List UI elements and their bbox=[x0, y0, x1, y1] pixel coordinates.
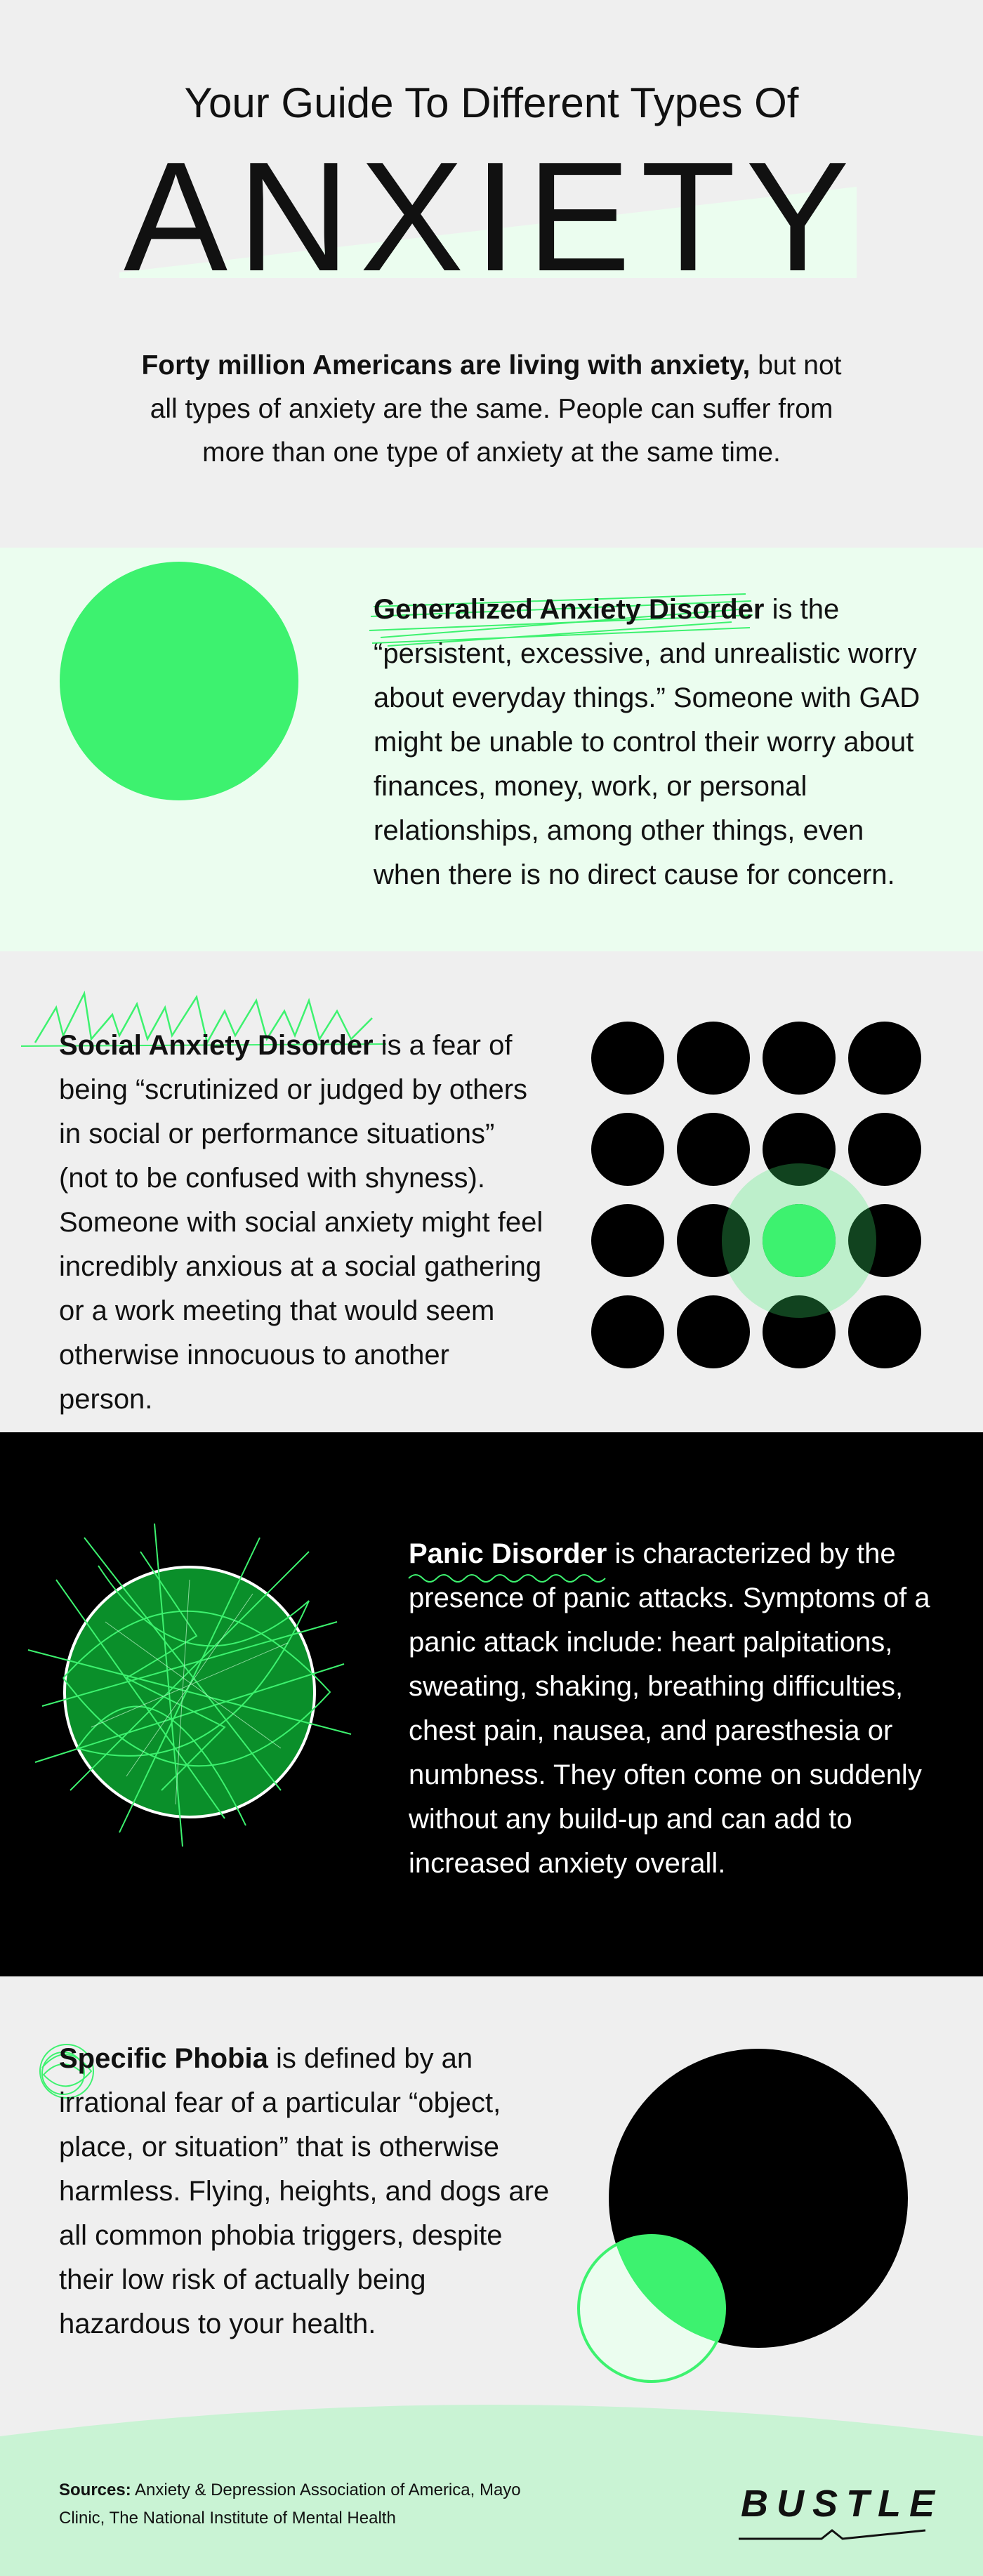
specific-phobia-text bbox=[59, 2037, 550, 2346]
specific-phobia-section bbox=[0, 1976, 983, 2440]
logo-underline bbox=[737, 2525, 927, 2546]
sources bbox=[59, 2476, 522, 2532]
panic-disorder-body: is characterized by the presence of panic attacks. Symptoms of a panic attack include: heart palpitations, sweating, shaking, breathing difficulties, chest pain, nausea, and paresthesia or numbness. They often come on suddenly without any build-up and can add to increased anxiety overall. bbox=[409, 1538, 930, 1879]
gad-term: Generalized Anxiety Disorder bbox=[374, 594, 765, 625]
intro-paragraph bbox=[133, 344, 850, 475]
dot-grid-illustration bbox=[576, 1018, 941, 1397]
panic-scribble-circle-illustration bbox=[14, 1495, 365, 1861]
intro-bold: Forty million Americans are living with anxiety, bbox=[141, 350, 751, 381]
panic-disorder-text bbox=[409, 1532, 942, 1886]
subtitle: Your Guide To Different Types Of bbox=[184, 79, 799, 126]
gad-circle-illustration bbox=[0, 548, 365, 951]
social-anxiety-term: Social Anxiety Disorder bbox=[59, 1030, 374, 1061]
gad-body: is the “persistent, excessive, and unrealistic worry about everyday things.” Someone with GAD might be unable to control their worry about finances, money, work, or personal relationships, among other things, even when there is no direct cause for concern. bbox=[374, 594, 921, 890]
social-anxiety-text bbox=[59, 1024, 550, 1422]
panic-disorder-section bbox=[0, 1432, 983, 1976]
gad-text bbox=[374, 588, 935, 897]
sources-text: Anxiety & Depression Association of America, Mayo Clinic, The National Institute of Mental Health bbox=[59, 2481, 521, 2528]
hero-title bbox=[112, 119, 871, 302]
sources-label: Sources: bbox=[59, 2481, 131, 2499]
specific-phobia-term: Specific Phobia bbox=[59, 2043, 268, 2074]
hero-word: ANXIETY bbox=[124, 130, 859, 304]
header-section bbox=[0, 0, 983, 548]
overlapping-circles-illustration bbox=[562, 2047, 934, 2440]
social-anxiety-section bbox=[0, 951, 983, 1432]
panic-disorder-term: Panic Disorder bbox=[409, 1538, 607, 1569]
intro-rest: but not all types of anxiety are the same. People can suffer from more than one type of anxiety at the same time. bbox=[150, 350, 842, 468]
social-anxiety-body: is a fear of being “scrutinized or judged by others in social or performance situations” (not to be confused with shyness). Someone with social anxiety might feel incredibly anxious at a social gathering or a work meeting that would seem otherwise innocuous to another person. bbox=[59, 1030, 543, 1415]
specific-phobia-body: is defined by an irrational fear of a particular “object, place, or situation” that is otherwise harmless. Flying, heights, and dogs are all common phobia triggers, despite their low risk of actually being hazardous to your health. bbox=[59, 2043, 550, 2339]
gad-section bbox=[0, 548, 983, 951]
bustle-logo: BUSTLE bbox=[741, 2483, 943, 2525]
